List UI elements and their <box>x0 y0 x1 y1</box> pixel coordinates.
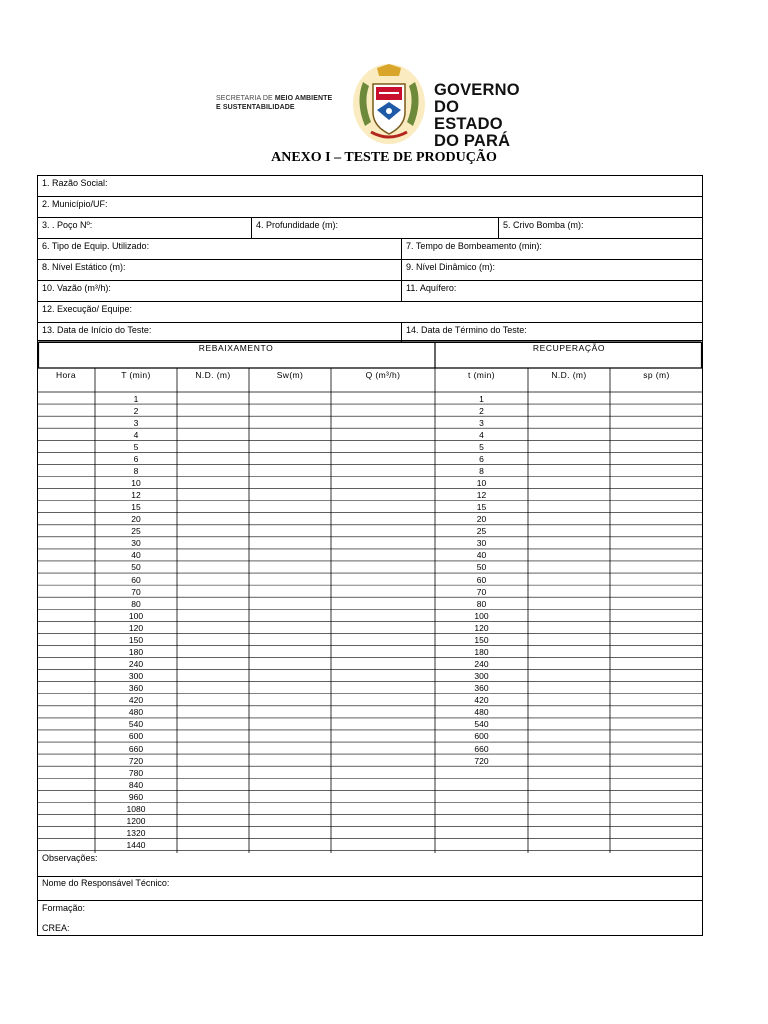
field-razao-social[interactable]: 1. Razão Social: <box>42 178 108 188</box>
field-execucao[interactable]: 12. Execução/ Equipe: <box>42 304 133 314</box>
recuperacao-time-cell: 15 <box>476 502 487 513</box>
rebaixamento-time-cell: 4 <box>133 429 139 440</box>
recuperacao-time-cell: 50 <box>476 562 487 573</box>
field-poco[interactable]: 3. . Poço Nº: <box>42 220 93 230</box>
recuperacao-time-cell: 20 <box>476 514 487 525</box>
column-header: Sw(m) <box>276 370 304 380</box>
rebaixamento-time-cell: 25 <box>131 526 141 537</box>
field-observacoes[interactable]: Observações: <box>38 852 702 877</box>
rebaixamento-time-cell: 80 <box>131 598 141 609</box>
column-header: Q (m³/h) <box>365 370 401 380</box>
rebaixamento-time-cell: 150 <box>128 634 144 645</box>
recuperacao-time-cell: 600 <box>474 731 489 742</box>
rebaixamento-time-cell: 8 <box>133 465 139 476</box>
rebaixamento-time-cell: 70 <box>131 586 141 597</box>
recuperacao-time-cell: 70 <box>476 586 487 597</box>
recuperacao-time-cell: 12 <box>476 490 487 501</box>
field-aquifero[interactable]: 11. Aquífero: <box>401 281 702 301</box>
rebaixamento-time-cell: 720 <box>128 755 144 766</box>
recuperacao-time-cell: 300 <box>474 671 489 682</box>
column-header: t (min) <box>468 370 495 380</box>
field-nivel-estatico[interactable]: 8. Nível Estático (m): <box>42 262 126 272</box>
rebaixamento-time-cell: 6 <box>133 453 139 464</box>
recuperacao-time-cell: 150 <box>474 634 489 645</box>
recuperacao-time-cell: 120 <box>474 622 489 633</box>
rebaixamento-time-cell: 300 <box>128 671 144 682</box>
column-header: T (min) <box>121 370 151 380</box>
recuperacao-time-cell: 80 <box>476 598 487 609</box>
rebaixamento-time-cell: 120 <box>128 622 144 633</box>
form-fields <box>37 175 703 343</box>
rebaixamento-time-cell: 5 <box>133 441 139 452</box>
rebaixamento-time-cell: 780 <box>128 767 144 778</box>
test-data-table <box>37 340 703 853</box>
header-logo <box>216 62 528 150</box>
recuperacao-time-cell: 4 <box>479 429 484 440</box>
recuperacao-time-cell: 180 <box>474 646 489 657</box>
recuperacao-time-cell: 1 <box>479 393 484 404</box>
field-tipo-equip[interactable]: 6. Tipo de Equip. Utilizado: <box>42 241 150 251</box>
column-header: N.D. (m) <box>195 370 231 380</box>
rebaixamento-time-cell: 600 <box>128 731 144 742</box>
recuperacao-time-cell: 60 <box>476 574 487 585</box>
rebaixamento-time-cell: 20 <box>131 514 141 525</box>
recuperacao-time-cell: 540 <box>474 719 489 730</box>
field-crivo-bomba[interactable]: 5. Crivo Bomba (m): <box>498 218 702 238</box>
recuperacao-time-cell: 420 <box>474 695 489 706</box>
recuperacao-time-cell: 2 <box>479 405 484 416</box>
field-responsavel[interactable]: Nome do Responsável Técnico: <box>38 877 702 901</box>
rebaixamento-time-cell: 1320 <box>126 828 146 839</box>
recuperacao-time-cell: 100 <box>474 610 489 621</box>
secretaria-text: SECRETARIA DE MEIO AMBIENTE E SUSTENTABILIDADE <box>216 95 333 111</box>
field-nivel-dinamico[interactable]: 9. Nível Dinâmico (m): <box>401 260 702 280</box>
rebaixamento-time-cell: 540 <box>128 719 144 730</box>
rebaixamento-time-cell: 480 <box>128 707 144 718</box>
rebaixamento-time-cell: 2 <box>133 405 139 416</box>
recuperacao-time-cell: 40 <box>476 550 487 561</box>
group-recuperacao: RECUPERAÇÃO <box>532 343 606 353</box>
rebaixamento-time-cell: 240 <box>128 659 144 670</box>
rebaixamento-time-cell: 840 <box>128 779 144 790</box>
page-title: ANEXO I – TESTE DE PRODUÇÃO <box>271 150 497 165</box>
recuperacao-time-cell: 720 <box>474 755 489 766</box>
field-profundidade[interactable]: 4. Profundidade (m): <box>251 218 498 238</box>
rebaixamento-time-cell: 40 <box>131 550 141 561</box>
field-municipio[interactable]: 2. Município/UF: <box>42 199 108 209</box>
rebaixamento-time-cell: 50 <box>131 562 141 573</box>
rebaixamento-time-cell: 360 <box>128 683 144 694</box>
recuperacao-time-cell: 660 <box>474 743 489 754</box>
rebaixamento-time-cell: 660 <box>128 743 144 754</box>
rebaixamento-time-cell: 15 <box>131 502 141 513</box>
footer-fields <box>37 852 703 936</box>
crest-icon <box>349 62 429 146</box>
rebaixamento-time-cell: 60 <box>131 574 141 585</box>
column-header: Hora <box>55 370 77 380</box>
recuperacao-time-cell: 30 <box>476 538 487 549</box>
rebaixamento-time-cell: 180 <box>128 646 144 657</box>
field-tempo-bombeamento[interactable]: 7. Tempo de Bombeamento (min): <box>401 239 702 259</box>
recuperacao-time-cell: 10 <box>476 477 487 488</box>
field-crea[interactable]: CREA: <box>42 923 70 933</box>
rebaixamento-time-cell: 960 <box>128 791 144 802</box>
rebaixamento-time-cell: 12 <box>131 490 141 501</box>
column-header: N.D. (m) <box>551 370 587 380</box>
field-data-inicio[interactable]: 13. Data de Início do Teste: <box>42 325 152 335</box>
recuperacao-time-cell: 6 <box>479 453 484 464</box>
recuperacao-time-cell: 3 <box>479 417 484 428</box>
field-formacao[interactable]: Formação: <box>42 903 86 913</box>
rebaixamento-time-cell: 420 <box>128 695 144 706</box>
field-vazao[interactable]: 10. Vazão (m³/h): <box>42 283 111 293</box>
governo-text: GOVERNO DO ESTADO DO PARÁ <box>434 81 520 150</box>
rebaixamento-time-cell: 1440 <box>126 840 146 851</box>
recuperacao-time-cell: 5 <box>479 441 484 452</box>
recuperacao-time-cell: 240 <box>474 659 489 670</box>
rebaixamento-time-cell: 30 <box>131 538 141 549</box>
rebaixamento-time-cell: 3 <box>133 417 139 428</box>
rebaixamento-time-cell: 1200 <box>126 815 146 826</box>
recuperacao-time-cell: 480 <box>474 707 489 718</box>
rebaixamento-time-cell: 1 <box>133 393 139 404</box>
rebaixamento-time-cell: 1080 <box>126 803 146 814</box>
rebaixamento-time-cell: 100 <box>128 610 144 621</box>
recuperacao-time-cell: 360 <box>474 683 489 694</box>
rebaixamento-time-cell: 10 <box>131 477 141 488</box>
recuperacao-time-cell: 25 <box>476 526 487 537</box>
field-data-termino[interactable]: 14. Data de Término do Teste: <box>401 323 702 342</box>
recuperacao-time-cell: 8 <box>479 465 484 476</box>
column-header: sp (m) <box>643 370 670 380</box>
group-rebaixamento: REBAIXAMENTO <box>198 343 274 353</box>
